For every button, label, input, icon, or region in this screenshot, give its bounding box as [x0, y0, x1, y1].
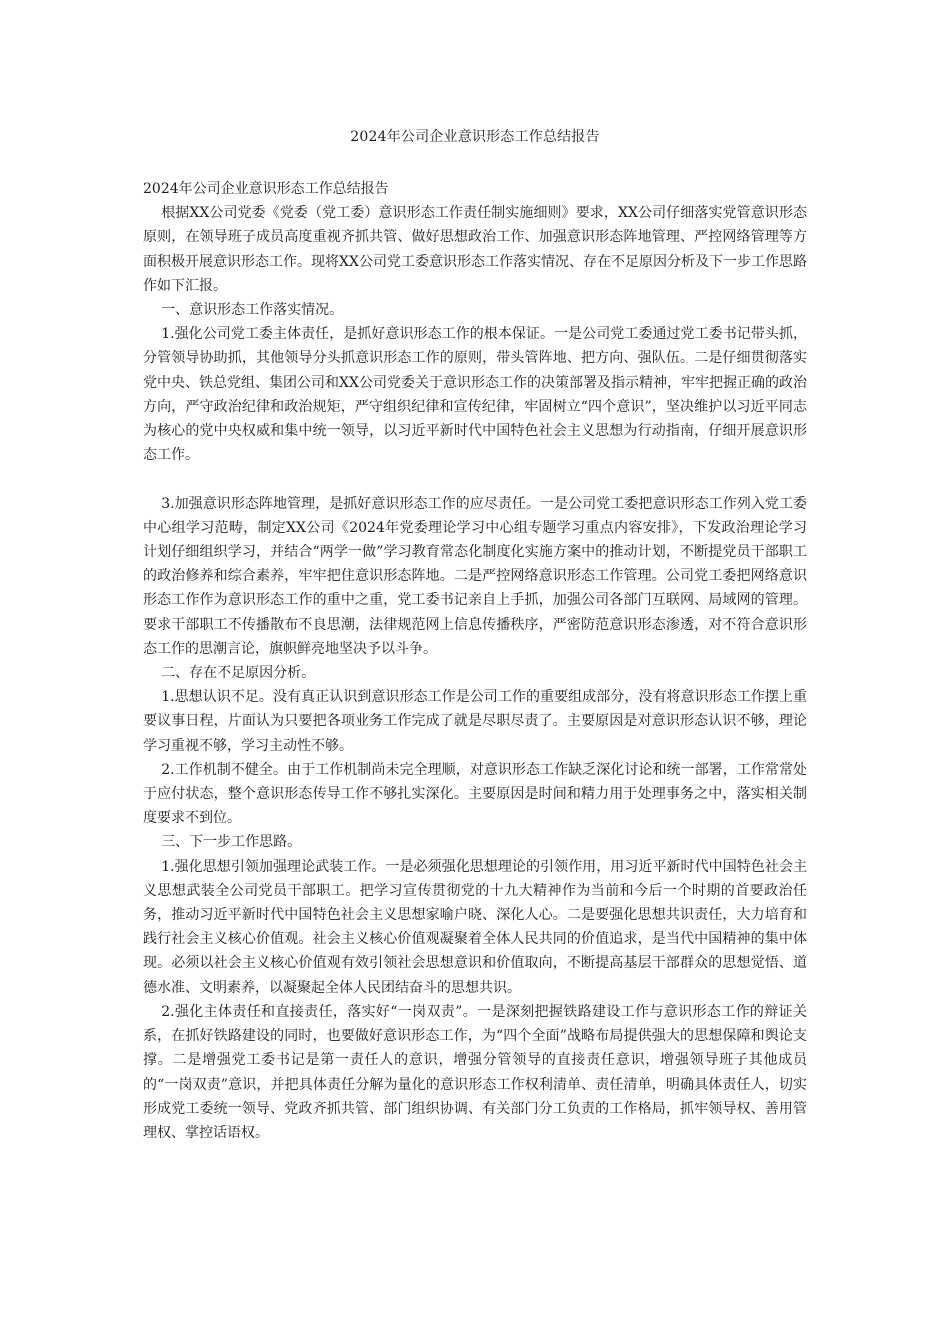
section-3-item-1: 1.强化思想引领加强理论武装工作。一是必须强化思想理论的引领作用，用习近平新时代中国特色社会主义思想武装全公司党员干部职工。把学习宣传贯彻党的十九大精神作为当前和今后一个时期的首要政治任务，推动习近平新时代中国特色社会主义思想家喻户晓、深化人心。二是要强化思想共识责任，大力培育和践行社会主义核心价值观。社会主义核心价值观凝聚着全体人民共同的价值追求，是当代中国精神的集中体现。必须以社会主义核心价值观有效引领社会思想意识和价值取向，不断提高基层干部群众的思想觉悟、道德水准、文明素养，以凝聚起全体人民团结奋斗的思想共识。 — [143, 858, 807, 996]
section-1-item-1: 1.强化公司党工委主体责任，是抓好意识形态工作的根本保证。一是公司党工委通过党工委书记带头抓，分管领导协助抓，其他领导分头抓意识形态工作的原则，带头管阵地、把方向、强队伍。二是仔细贯彻落实党中央、铁总党组、集团公司和XX公司党委关于意识形态工作的决策部署及指示精神，牢牢把握正确的政治方向，严守政治纪律和政治规矩，严守组织纪律和宣传纪律，牢固树立“四个意识”，坚决维护以习近平同志为核心的党中央权威和集中统一领导，以习近平新时代中国特色社会主义思想为行动指南，仔细开展意识形态工作。 — [143, 326, 807, 464]
section-2-item-2: 2.工作机制不健全。由于工作机制尚未完全理顺，对意识形态工作缺乏深化讨论和统一部署，工作常常处于应付状态，整个意识形态传导工作不够扎实深化。主要原因是时间和精力用于处理事务之中，落实相关制度要求不到位。 — [143, 761, 807, 827]
section-heading-3: 三、下一步工作思路。 — [161, 834, 302, 851]
section-1-item-3: 3.加强意识形态阵地管理，是抓好意识形态工作的应尽责任。一是公司党工委把意识形态工作列入党工委中心组学习范畴，制定XX公司《2024年党委理论学习中心组专题学习重点内容安排》，下发政治理论学习计划仔细组织学习，并结合“两学一做”学习教育常态化制度化实施方案中的推动计划，不断提党员干部职工的政治修养和综合素养，牢牢把住意识形态阵地。二是严控网络意识形态工作管理。公司党工委把网络意识形态工作作为意识形态工作的重中之重，党工委书记亲自上手抓，加强公司各部门互联网、局域网的管理。要求干部职工不传播散布不良思潮，法律规范网上信息传播秩序，严密防范意识形态渗透，对不符合意识形态工作的思潮言论，旗帜鲜亮地坚决予以斗争。 — [143, 495, 807, 657]
body-heading: 2024年公司企业意识形态工作总结报告 — [143, 181, 389, 197]
section-heading-1: 一、意识形态工作落实情况。 — [161, 302, 344, 319]
section-3-item-2: 2.强化主体责任和直接责任，落实好“一岗双责”。一是深刻把握铁路建设工作与意识形态工作的辩证关系，在抓好铁路建设的同时，也要做好意识形态工作，为“四个全面”战略布局提供强大的思想保障和舆论支撑。二是增强党工委书记是第一责任人的意识，增强分管领导的直接责任意识，增强领导班子其他成员的“一岗双责”意识，并把具体责任分解为量化的意识形态工作权利清单、责任清单，明确具体责任人，切实形成党工委统一领导、党政齐抓共管、部门组织协调、有关部门分工负责的工作格局，抓牢领导权、善用管理权、掌控话语权。 — [143, 1003, 807, 1141]
document-title: 2024年公司企业意识形态工作总结报告 — [350, 129, 600, 145]
document-body — [143, 177, 807, 1145]
section-heading-2: 二、存在不足原因分析。 — [161, 665, 316, 682]
intro-paragraph: 根据XX公司党委《党委（党工委）意识形态工作责任制实施细则》要求，XX公司仔细落实党管意识形态原则，在领导班子成员高度重视齐抓共管、做好思想政治工作、加强意识形态阵地管理、严控网络管理等方面积极开展意识形态工作。现将XX公司党工委意识形态工作落实情况、存在不足原因分析及下一步工作思路作如下汇报。 — [143, 205, 807, 294]
blank-line — [143, 467, 807, 491]
section-2-item-1: 1.思想认识不足。没有真正认识到意识形态工作是公司工作的重要组成部分，没有将意识形态工作摆上重要议事日程，片面认为只要把各项业务工作完成了就是尽职尽责了。主要原因是对意识形态认识不够，理论学习重视不够，学习主动性不够。 — [143, 689, 807, 754]
